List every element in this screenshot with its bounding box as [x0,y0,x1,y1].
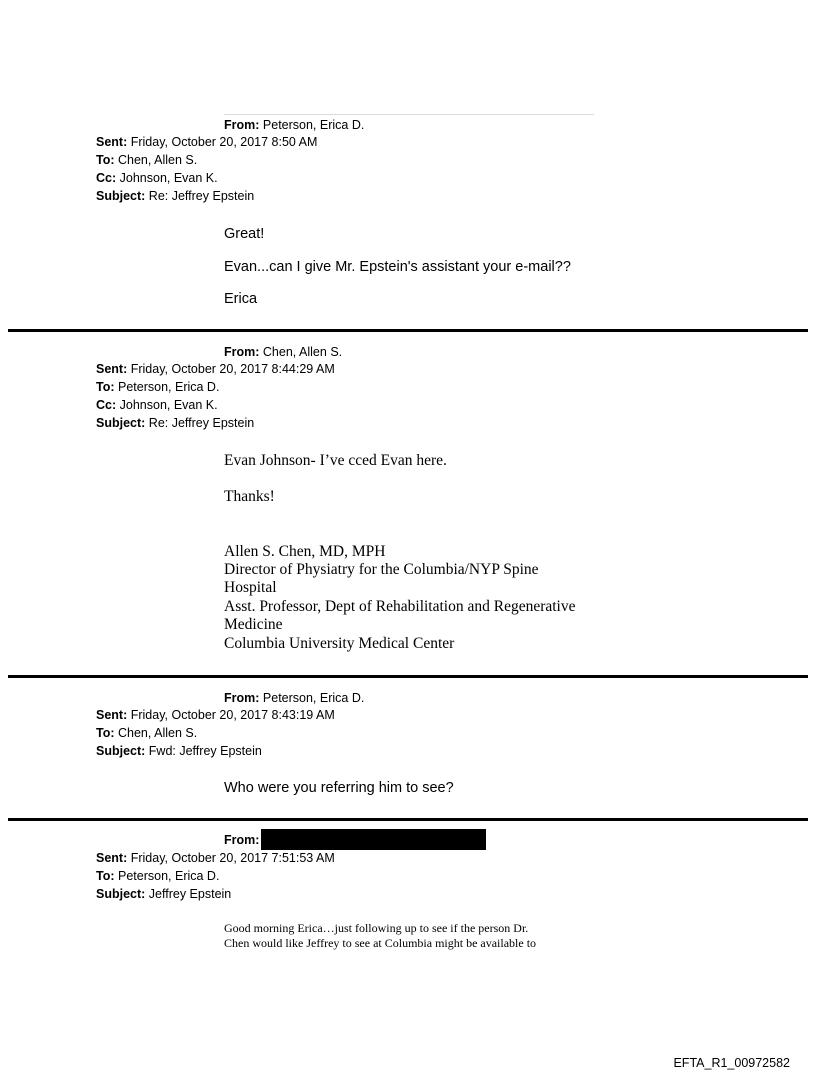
email-separator-3 [8,818,808,821]
subject-label: Subject: [96,887,146,901]
email-1-cc-line [96,169,218,187]
signature-line-3: Hospital [224,579,277,596]
from-value: Chen, Allen S. [262,345,343,359]
email-1-body-line-3: Erica [224,291,258,307]
email-3-subject-line [96,742,262,760]
email-4-sent-line [96,849,335,867]
email-separator-1 [8,329,808,332]
email-2-body-line-2: Thanks! [224,488,275,505]
email-3-sent-line [96,706,335,724]
header-top-rule [224,114,594,115]
from-label: From: [224,691,260,705]
signature-line-1: Allen S. Chen, MD, MPH [224,543,386,560]
to-value: Chen, Allen S. [118,726,198,740]
signature-line-2: Director of Physiatry for the Columbia/NYP Spine [224,561,539,578]
to-value: Peterson, Erica D. [118,869,220,883]
to-value: Peterson, Erica D. [118,380,220,394]
email-separator-2 [8,675,808,678]
email-4-body-line-1: Good morning Erica…just following up to see if the person Dr. [224,921,529,935]
email-4-subject-line [96,885,231,903]
sent-label: Sent: [96,135,128,149]
to-label: To: [96,726,115,740]
email-1-from-line [224,116,364,134]
sent-label: Sent: [96,851,128,865]
email-1-sent-line [96,133,317,151]
to-label: To: [96,380,115,394]
sent-value: Friday, October 20, 2017 8:43:19 AM [130,708,335,722]
signature-line-4: Asst. Professor, Dept of Rehabilitation and Regenerative [224,598,576,615]
sent-label: Sent: [96,362,128,376]
email-1-to-line [96,151,197,169]
subject-label: Subject: [96,189,146,203]
from-label: From: [224,833,260,847]
to-label: To: [96,153,115,167]
subject-value: Jeffrey Epstein [148,887,232,901]
from-value: Peterson, Erica D. [262,691,365,705]
sent-value: Friday, October 20, 2017 8:50 AM [130,135,318,149]
from-value: Peterson, Erica D. [262,118,365,132]
email-2-from-line [224,343,342,361]
email-2-body-line-1: Evan Johnson- I’ve cced Evan here. [224,452,447,469]
email-1-body-line-2: Evan...can I give Mr. Epstein's assistant your e-mail?? [224,259,571,275]
sent-value: Friday, October 20, 2017 8:44:29 AM [130,362,335,376]
email-3-from-line [224,689,364,707]
email-4-to-line [96,867,219,885]
cc-label: Cc: [96,398,117,412]
redaction-bar [261,829,486,850]
cc-value: Johnson, Evan K. [119,398,218,412]
subject-label: Subject: [96,416,146,430]
signature-line-5: Medicine [224,616,283,633]
sent-label: Sent: [96,708,128,722]
email-2-cc-line [96,396,218,414]
email-4-body-line-2: Chen would like Jeffrey to see at Columbia might be available to [224,936,537,950]
email-1-body-line-1: Great! [224,226,265,242]
from-label: From: [224,345,260,359]
subject-value: Fwd: Jeffrey Epstein [148,744,262,758]
email-2-to-line [96,378,219,396]
email-2-sent-line [96,360,335,378]
subject-value: Re: Jeffrey Epstein [148,189,255,203]
from-label: From: [224,118,260,132]
to-value: Chen, Allen S. [118,153,198,167]
cc-label: Cc: [96,171,117,185]
signature-line-6: Columbia University Medical Center [224,635,455,652]
email-1-subject-line [96,187,254,205]
sent-value: Friday, October 20, 2017 7:51:53 AM [130,851,335,865]
subject-value: Re: Jeffrey Epstein [148,416,255,430]
subject-label: Subject: [96,744,146,758]
cc-value: Johnson, Evan K. [119,171,218,185]
email-3-body-line-1: Who were you referring him to see? [224,780,454,796]
email-3-to-line [96,724,197,742]
email-2-subject-line [96,414,254,432]
email-4-from-line [224,831,259,849]
bates-number: EFTA_R1_00972582 [673,1056,790,1070]
to-label: To: [96,869,115,883]
